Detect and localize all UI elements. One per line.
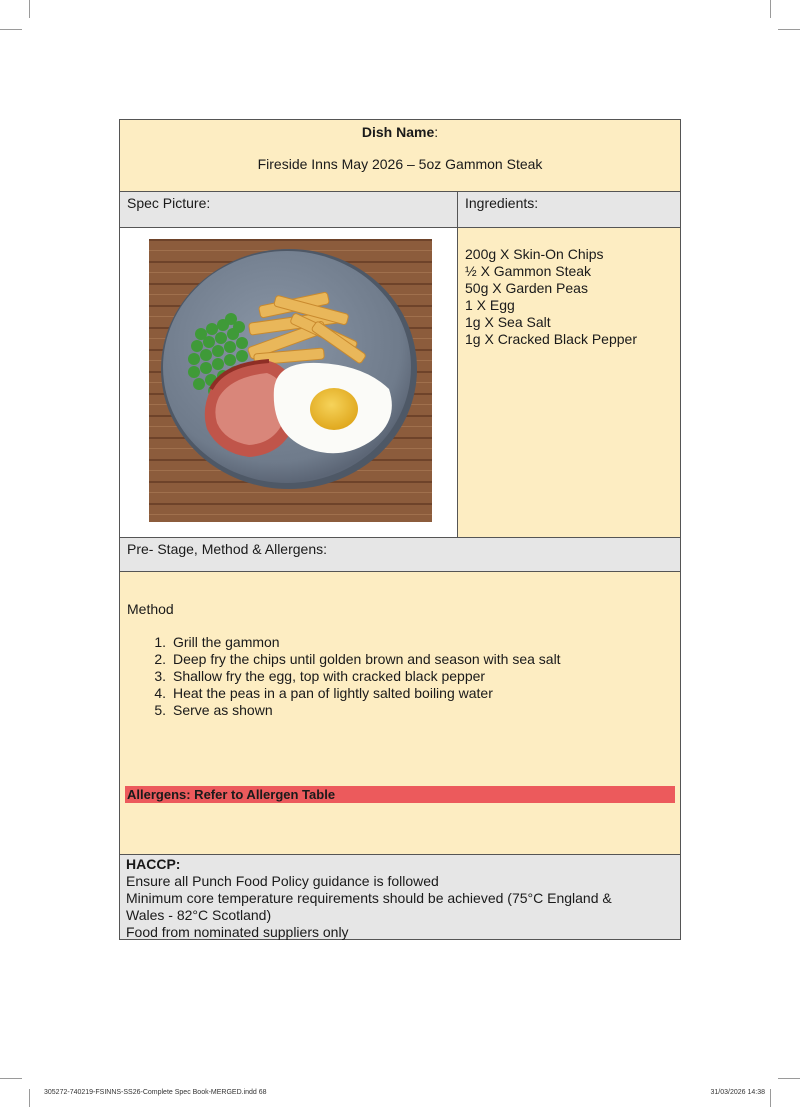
dish-name-label: Dish Name: [361,124,439,140]
ingredient-item: 50g X Garden Peas [465,280,588,296]
ingredient-item: ½ X Gammon Steak [465,263,592,279]
method-title: Method [127,601,174,617]
spec-picture-cell [120,228,458,537]
ingredients-header: Ingredients: [465,195,539,211]
method-steps [154,634,561,719]
crop-mark [770,0,771,18]
method-step: 4. Heat the peas in a pan of lightly salted boiling water [154,685,493,701]
haccp-section [120,855,680,939]
ingredient-item: 1 X Egg [465,297,515,313]
dish-photo [149,239,432,522]
haccp-line: Ensure all Punch Food Policy guidance is followed [126,873,439,889]
ingredient-item: 1g X Cracked Black Pepper [465,331,637,347]
crop-mark [29,0,30,18]
allergens-banner: Allergens: Refer to Allergen Table [125,786,675,803]
haccp-line: Wales - 82°C Scotland) [126,907,272,923]
picture-ingredients-row [120,228,680,538]
ingredient-item: 200g X Skin-On Chips [465,246,604,262]
footer-file-name: 305272-740219-FSINNS-SS26-Complete Spec Book-MERGED.indd 68 [44,1089,267,1096]
haccp-line: Food from nominated suppliers only [126,924,349,940]
haccp-title: HACCP: [126,856,181,872]
haccp-line: Minimum core temperature requirements should be achieved (75°C England & [126,890,612,906]
spec-sheet [119,119,681,940]
dish-name: Fireside Inns May 2026 – 5oz Gammon Steak [257,156,543,172]
header-row [120,192,680,228]
ingredients-list [458,228,680,537]
crop-mark [0,29,22,30]
method-step: 3. Shallow fry the egg, top with cracked black pepper [154,668,486,684]
crop-mark [29,1089,30,1107]
method-step: 1. Grill the gammon [154,634,280,650]
gammon-plate-image [149,239,432,522]
method-step: 2. Deep fry the chips until golden brown and season with sea salt [154,651,561,667]
method-step: 5. Serve as shown [154,702,273,718]
dish-name-section [120,120,680,192]
spec-picture-header: Spec Picture: [120,192,458,227]
crop-mark [778,1078,800,1079]
footer-datetime: 31/03/2026 14:38 [710,1089,765,1096]
ingredient-item: 1g X Sea Salt [465,314,551,330]
method-section [120,572,680,855]
crop-mark [770,1089,771,1107]
crop-mark [778,29,800,30]
crop-mark [0,1078,22,1079]
method-section-header: Pre- Stage, Method & Allergens: [120,538,680,572]
